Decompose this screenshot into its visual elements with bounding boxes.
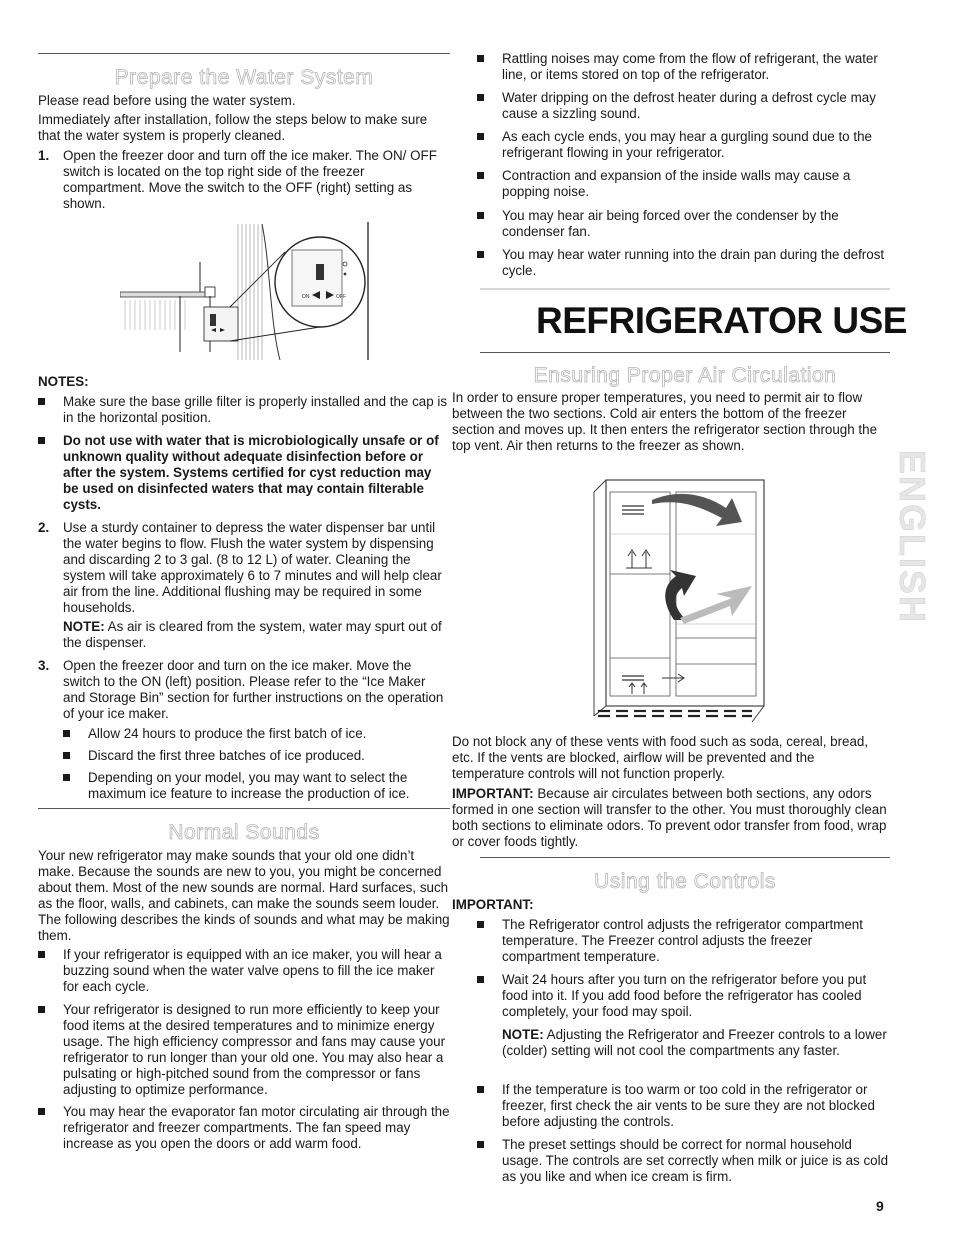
sound-item: As each cycle ends, you may hear a gurgling sound due to the refrigerant flowing in your refrigerator. xyxy=(477,129,890,161)
sound-item: You may hear air being forced over the condenser by the condenser fan. xyxy=(477,208,890,240)
note-item-warning xyxy=(38,433,450,513)
air-important xyxy=(452,786,890,850)
section-rule xyxy=(38,808,450,809)
air-circulation-figure xyxy=(592,478,767,733)
step-text: Open the freezer door and turn off the ice maker. The ON/ OFF switch is located on the top right side of the freezer compartment. Move the switch to the OFF (right) setting as shown. xyxy=(63,148,437,211)
note-label: NOTE: xyxy=(63,619,105,634)
bullet-icon xyxy=(63,730,70,737)
step-text: Open the freezer door and turn on the ice maker. Move the switch to the ON (left) position. Please refer to the “Ice Maker and Storage Bin” section for further instructions on the operation of your ice maker. xyxy=(63,658,444,721)
prepare-intro-2: Immediately after installation, follow the steps below to make sure that the water system is properly cleaned. xyxy=(38,112,428,143)
note-text: Adjusting the Refrigerator and Freezer controls to a lower (colder) setting will not cool the compartments any faster. xyxy=(502,1027,887,1058)
air-para-2: Do not block any of these vents with food such as soda, cereal, bread, etc. If the vents are blocked, airflow will be prevented and the temperature controls will not function properly. xyxy=(452,734,869,781)
important-text: Because air circulates between both sections, any odors formed in one section will transfer to the other. You must thoroughly clean both sections to eliminate odors. To prevent odor transfer from food, wrap or cover foods tightly. xyxy=(452,786,887,849)
bullet-icon xyxy=(477,212,484,219)
figure-label-on: ON xyxy=(302,294,310,300)
step-text: Use a sturdy container to depress the water dispenser bar until the water begins to flow. Flush the water system by dispensing and discarding 2 to 3 gal. (8 to 12 L) of water. Cleaning the system will take approximately 6 to 7 minutes and will help clear air from the line. Additional flushing may be required in some households. xyxy=(63,520,442,615)
bullet-icon xyxy=(38,398,45,405)
control-item: Wait 24 hours after you turn on the refrigerator before you put food into it. If you add food before the refrigerator has cooled completely, your food may spoil. xyxy=(477,972,890,1020)
control-item: The preset settings should be correct for normal household usage. The controls are set correctly when milk or juice is as cold as you like and when ice cream is firm. xyxy=(477,1137,890,1185)
section-rule xyxy=(38,53,450,54)
bullet-icon xyxy=(477,55,484,62)
bullet-icon xyxy=(38,1108,45,1115)
bullet-icon xyxy=(63,752,70,759)
sound-item: You may hear water running into the drain pan during the defrost cycle. xyxy=(477,247,890,279)
section-heading-sounds: Normal Sounds xyxy=(168,821,320,844)
page-title: REFRIGERATOR USE xyxy=(536,300,907,341)
sound-item: You may hear the evaporator fan motor circulating air through the refrigerator and freezer compartments. The fan speed may increase as you open the doors or add warm food. xyxy=(38,1104,450,1152)
controls-important-label: IMPORTANT: xyxy=(452,897,534,912)
prepare-intro-1: Please read before using the water system. xyxy=(38,93,296,108)
bullet-icon xyxy=(477,251,484,258)
bullet-icon xyxy=(477,172,484,179)
control-item: The Refrigerator control adjusts the refrigerator compartment temperature. The Freezer control adjusts the freezer compartment temperature. xyxy=(477,917,890,965)
bullet-icon xyxy=(477,921,484,928)
language-side-tab: ENGLISH xyxy=(892,449,933,624)
step-number: 2. xyxy=(38,520,50,535)
sounds-intro: Your new refrigerator may make sounds that your old one didn’t make. Because the sounds are new to you, you might be concerned about them. Most of the new sounds are normal. Hard surfaces, such as the floor, walls, and cabinets, can make the sounds seem louder. The following describes the kinds of sounds and what may be making them. xyxy=(38,848,450,943)
note-text: As air is cleared from the system, water may spurt out of the dispenser. xyxy=(63,619,442,650)
notes-label: NOTES: xyxy=(38,374,89,389)
bullet-icon xyxy=(477,94,484,101)
page-number: 9 xyxy=(876,1198,884,1214)
sound-item: Rattling noises may come from the flow of refrigerant, the water line, or items stored on top of the refrigerator. xyxy=(477,51,890,83)
step-number: 3. xyxy=(38,658,50,673)
note-item xyxy=(38,394,450,426)
section-heading-prepare: Prepare the Water System xyxy=(114,66,374,89)
step-3-bullet: Depending on your model, you may want to select the maximum ice feature to increase the production of ice. xyxy=(63,770,450,802)
section-rule xyxy=(480,857,890,858)
section-rule xyxy=(480,288,890,290)
figure-label-off: OFF xyxy=(336,294,346,300)
step-2-note xyxy=(63,619,450,651)
controls-note xyxy=(502,1027,890,1059)
step-2 xyxy=(38,520,450,616)
important-label: IMPORTANT: xyxy=(452,786,534,801)
sound-item: Your refrigerator is designed to run more efficiently to keep your food items at the desired temperatures and to minimize energy usage. The high efficiency compressor and fans may cause your refrigerator to run longer than your old one. You may also hear a pulsating or high-pitched sound from the compressor or fans adjusting to optimize performance. xyxy=(38,1002,450,1098)
section-rule xyxy=(480,352,890,353)
bullet-icon xyxy=(477,1086,484,1093)
bullet-icon xyxy=(477,976,484,983)
bullet-icon xyxy=(38,437,45,444)
bullet-icon xyxy=(63,774,70,781)
bullet-icon xyxy=(477,1141,484,1148)
bullet-icon xyxy=(38,1006,45,1013)
sound-item: If your refrigerator is equipped with an ice maker, you will hear a buzzing sound when the water valve opens to fill the ice maker for each cycle. xyxy=(38,947,450,995)
section-heading-air: Ensuring Proper Air Circulation xyxy=(533,364,837,387)
air-intro: In order to ensure proper temperatures, you need to permit air to flow between the two sections. Cold air enters the bottom of the freezer section and moves up. It then enters the refrigerator section through the top vent. Air then returns to the freezer as shown. xyxy=(452,390,878,453)
ice-maker-switch-figure xyxy=(120,222,375,362)
step-3 xyxy=(38,658,450,722)
control-item: If the temperature is too warm or too cold in the refrigerator or freezer, first check the air vents to be sure they are not blocked before adjusting the controls. xyxy=(477,1082,890,1130)
sound-item: Contraction and expansion of the inside walls may cause a popping noise. xyxy=(477,168,890,200)
note-text: Do not use with water that is microbiologically unsafe or of unknown quality without adequate disinfection before or after the system. Systems certified for cyst reduction may be used on disinfected waters that may contain filterable cysts. xyxy=(63,433,439,512)
step-number: 1. xyxy=(38,148,50,163)
note-label: NOTE: xyxy=(502,1027,544,1042)
bullet-icon xyxy=(38,951,45,958)
bullet-icon xyxy=(477,133,484,140)
step-3-bullet: Discard the first three batches of ice produced. xyxy=(63,748,450,764)
step-3-bullet: Allow 24 hours to produce the first batch of ice. xyxy=(63,726,450,742)
step-1 xyxy=(38,148,450,212)
sound-item: Water dripping on the defrost heater during a defrost cycle may cause a sizzling sound. xyxy=(477,90,890,122)
note-text: Make sure the base grille filter is properly installed and the cap is in the horizontal position. xyxy=(63,394,448,425)
section-heading-controls: Using the Controls xyxy=(594,870,776,893)
